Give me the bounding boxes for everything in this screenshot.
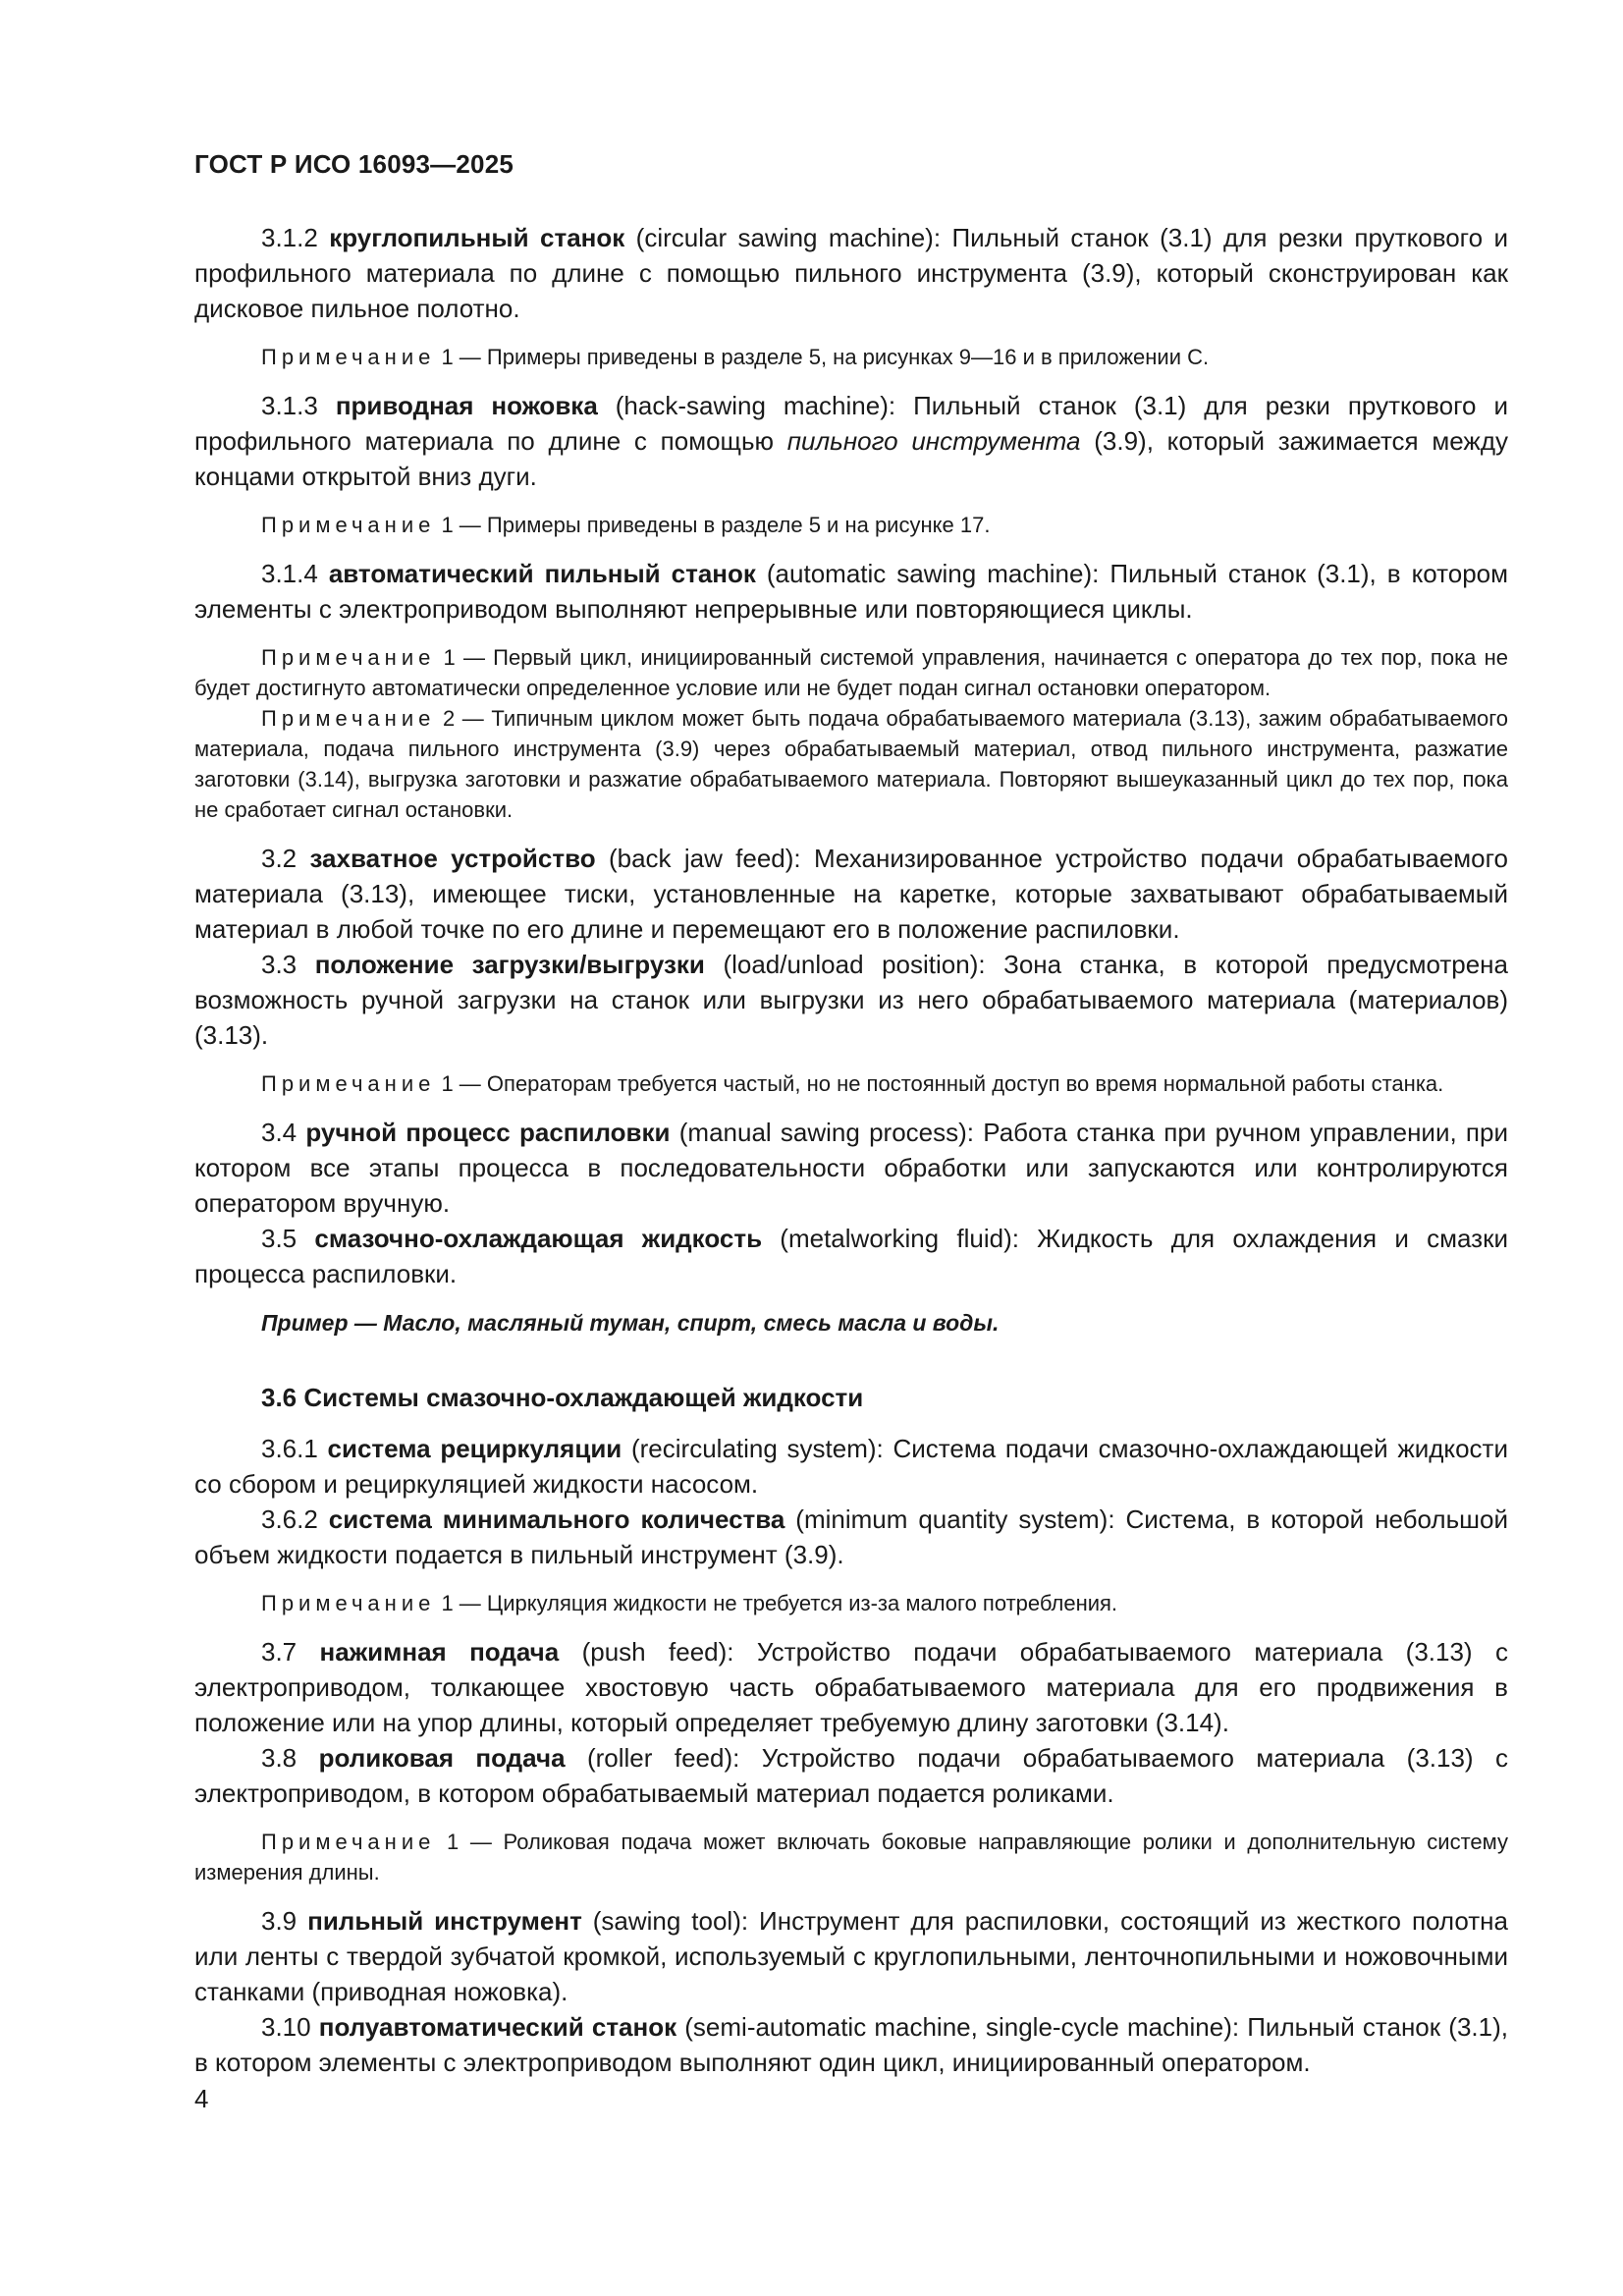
document-header: ГОСТ Р ИСО 16093—2025 <box>194 149 514 179</box>
clause-number: 3.6.2 <box>261 1504 318 1534</box>
clause-number: 3.1.4 <box>261 559 318 588</box>
term: приводная ножовка <box>335 391 598 420</box>
definition-text: (automatic sawing machine): Пильный станок (3.1), в котором элементы с электроприводом выполняют непрерывные или повторяющиеся циклы. <box>194 559 1509 624</box>
definition-3-2 <box>194 841 1508 947</box>
definition-text: (manual sawing process): Работа станка при ручном управлении, при котором все этапы процесса в последовательности обработки или запускаются или контролируются оператором вручную. <box>194 1118 1508 1218</box>
note <box>194 1068 1508 1099</box>
clause-number: 3.2 <box>261 844 298 873</box>
term: полуавтоматический станок <box>318 2012 677 2042</box>
definition-text: (minimum quantity system): Система, в которой небольшой объем жидкости подается в пильный инструмент (3.9). <box>194 1504 1508 1569</box>
note-text: 2 — Типичным циклом может быть подача обрабатываемого материала (3.13), зажим обрабатываемого материала, подача пильного инструмента (3.9) через обрабатываемый материал, отвод пильного инструмента, разжатие заготовки (3.14), выгрузка заготовки и разжатие обрабатываемого материала. Повторяют вышеуказанный цикл до тех пор, пока не сработает сигнал остановки. <box>194 706 1508 822</box>
term: ручной процесс распиловки <box>305 1118 671 1147</box>
note <box>194 642 1508 703</box>
note-label: Примечание <box>261 1830 436 1854</box>
clause-number: 3.5 <box>261 1224 298 1253</box>
clause-number: 3.6.1 <box>261 1434 318 1463</box>
note <box>194 703 1508 825</box>
definition-text: (metalworking fluid): Жидкость для охлаждения и смазки процесса распиловки. <box>194 1224 1508 1288</box>
definition-text: (back jaw feed): Механизированное устройство подачи обрабатываемого материала (3.13), имеющее тиски, установленные на каретке, которые захватывают обрабатываемый материал в любой точке по его длине и перемещают его в положение распиловки. <box>194 844 1508 944</box>
note-label: Примечание <box>261 645 436 670</box>
note-text: 1 — Примеры приведены в разделе 5, на рисунках 9—16 и в приложении С. <box>435 345 1210 369</box>
note-text: 1 — Роликовая подача может включать боковые направляющие ролики и дополнительную систему измерения длины. <box>194 1830 1508 1885</box>
note-text: 1 — Примеры приведены в разделе 5 и на рисунке 17. <box>435 513 991 537</box>
note <box>194 1827 1508 1887</box>
definition-3-6-2 <box>194 1502 1508 1572</box>
term: система минимального количества <box>328 1504 785 1534</box>
definition-3-1-3 <box>194 388 1508 494</box>
term: положение загрузки/выгрузки <box>314 950 705 979</box>
definition-text: (push feed): Устройство подачи обрабатываемого материала (3.13) с электроприводом, толкающее хвостовую часть обрабатываемого материала для его продвижения в положение или на упор длины, который определяет требуемую длину заготовки (3.14). <box>194 1637 1508 1737</box>
definition-3-7 <box>194 1634 1508 1740</box>
term: круглопильный станок <box>329 223 625 252</box>
clause-number: 3.1.2 <box>261 223 318 252</box>
clause-number: 3.9 <box>261 1906 298 1936</box>
clause-number: 3.1.3 <box>261 391 318 420</box>
definition-text: (sawing tool): Инструмент для распиловки, состоящий из жесткого полотна или ленты с твердой зубчатой кромкой, используемый с круглопильными, ленточнопильными и ножовочными станками (приводная ножовка). <box>194 1906 1509 2006</box>
note-text: 1 — Первый цикл, инициированный системой управления, начинается с оператора до тех пор, пока не будет достигнуто автоматически определенное условие или не будет подан сигнал остановки оператором. <box>194 645 1508 700</box>
definition-3-3 <box>194 947 1508 1053</box>
definition-3-6-1 <box>194 1431 1508 1502</box>
definition-3-10 <box>194 2009 1508 2080</box>
note <box>194 1588 1508 1618</box>
note-label: Примечание <box>261 706 436 731</box>
term: пильный инструмент <box>307 1906 582 1936</box>
definition-3-4 <box>194 1115 1508 1221</box>
definition-text: (recirculating system): Система подачи смазочно-охлаждающей жидкости со сбором и рециркуляцией жидкости насосом. <box>194 1434 1508 1499</box>
definition-text: (circular sawing machine): Пильный станок (3.1) для резки пруткового и профильного материала по длине с помощью пильного инструмента (3.9), который сконструирован как дисковое пильное полотно. <box>194 223 1508 323</box>
definition-text: (semi-automatic machine, single-cycle machine): Пильный станок (3.1), в котором элементы с электроприводом выполняют один цикл, инициированный оператором. <box>194 2012 1508 2077</box>
clause-number: 3.3 <box>261 950 298 979</box>
note-label: Примечание <box>261 1071 436 1096</box>
section-heading-3-6: 3.6 Системы смазочно-охлаждающей жидкости <box>261 1383 864 1412</box>
clause-number: 3.4 <box>261 1118 298 1147</box>
term: автоматический пильный станок <box>328 559 756 588</box>
document-body <box>194 220 1508 2080</box>
definition-3-1-2 <box>194 220 1508 326</box>
definition-3-9 <box>194 1903 1508 2009</box>
definition-3-1-4 <box>194 556 1508 627</box>
page-number: 4 <box>194 2084 209 2113</box>
term: смазочно-охлаждающая жидкость <box>314 1224 763 1253</box>
note-text: 1 — Операторам требуется частый, но не постоянный доступ во время нормальной работы станка. <box>435 1071 1444 1096</box>
definition-3-5 <box>194 1221 1508 1291</box>
definition-text: (3.9), который зажимается между концами открытой вниз дуги. <box>194 426 1508 491</box>
term: роликовая подача <box>318 1743 566 1773</box>
note <box>194 510 1508 540</box>
note <box>194 342 1508 372</box>
term: нажимная подача <box>319 1637 560 1667</box>
definition-text: (hack-sawing machine): Пильный станок (3.1) для резки пруткового и профильного материала по длине с помощью <box>194 391 1508 456</box>
clause-number: 3.7 <box>261 1637 298 1667</box>
definition-3-8 <box>194 1740 1508 1811</box>
clause-number: 3.10 <box>261 2012 311 2042</box>
note-label: Примечание <box>261 513 436 537</box>
note-text: 1 — Циркуляция жидкости не требуется из-за малого потребления. <box>435 1591 1118 1615</box>
term: система рециркуляции <box>327 1434 622 1463</box>
clause-number: 3.8 <box>261 1743 298 1773</box>
definition-text: (load/unload position): Зона станка, в которой предусмотрена возможность ручной загрузки на станок или выгрузки из него обрабатываемого материала (материалов) (3.13). <box>194 950 1508 1050</box>
definition-text: (roller feed): Устройство подачи обрабатываемого материала (3.13) с электроприводом, в котором обрабатываемый материал подается роликами. <box>194 1743 1508 1808</box>
example: Пример — Масло, масляный туман, спирт, смесь масла и воды. <box>261 1310 1000 1336</box>
term: захватное устройство <box>309 844 596 873</box>
note-label: Примечание <box>261 1591 436 1615</box>
note-label: Примечание <box>261 345 436 369</box>
definition-italic-text: пильного инструмента <box>786 426 1081 456</box>
